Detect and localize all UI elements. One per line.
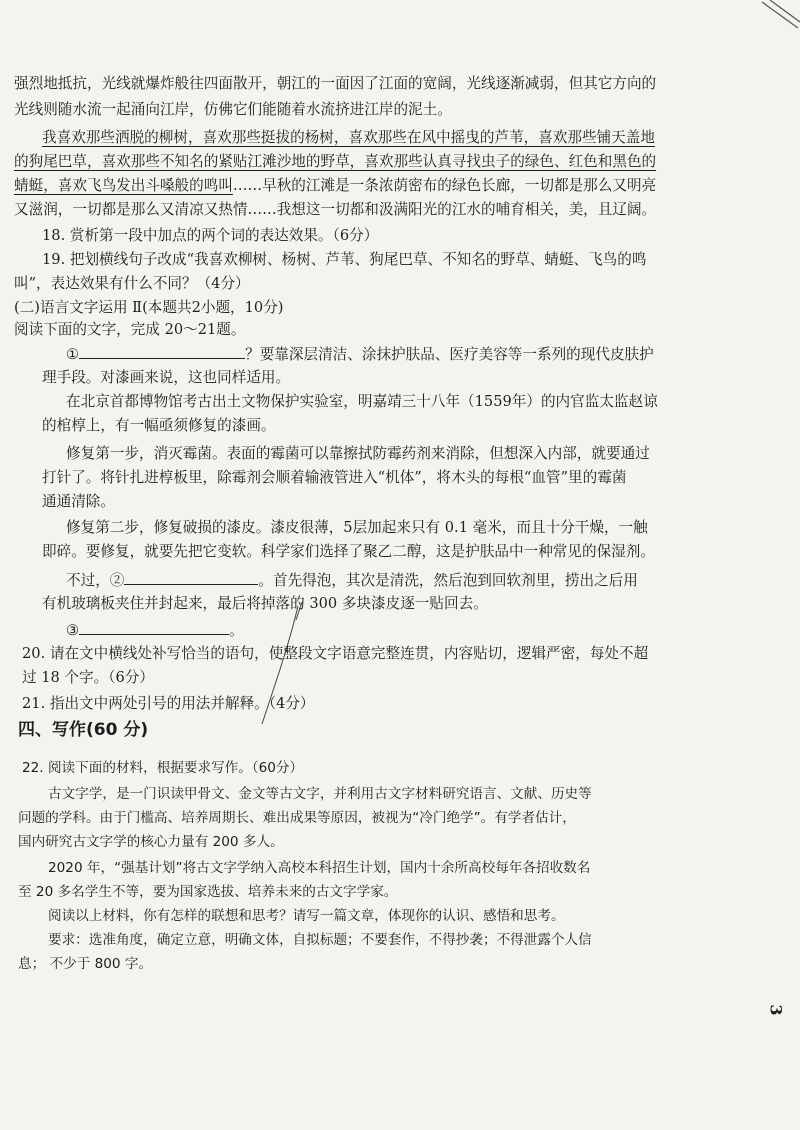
- section2-line6: 打针了。将针扎进椁板里，除霉剂会顺着输液管进入“机体”，将木头的每根“血管”里的霉菌: [42, 469, 627, 486]
- section2-line7: 通通清除。: [42, 493, 115, 510]
- section2-line9: 即碎。要修复，就要先把它变软。科学家们选择了聚乙二醇，这是护肤品中一种常见的保湿剂。: [42, 543, 655, 560]
- question-20-line2: 过 18 个字。（6分）: [22, 669, 154, 686]
- page-number: 3: [766, 1004, 786, 1016]
- passage-p1-line2: 光线则随水流一起涌向江岸，仿佛它们能随着水流挤进江岸的泥土。: [14, 101, 452, 118]
- blank-2[interactable]: [124, 570, 258, 585]
- passage-p2-line4: 又滋润，一切都是那么又清凉又热情……我想这一切都和汲满阳光的江水的哺育相关，美，且辽阔。: [14, 201, 657, 218]
- question-18: 18. 赏析第一段中加点的两个词的表达效果。（6分）: [42, 227, 379, 244]
- blank-3-number: ③: [66, 622, 80, 639]
- scan-corner-mark: [760, 0, 800, 30]
- question-20-line1: 20. 请在文中横线处补写恰当的语句，使整段文字语意完整连贯，内容贴切，逻辑严密，每处不超: [22, 645, 649, 662]
- blank-1[interactable]: [79, 344, 245, 359]
- blank-3[interactable]: [79, 620, 229, 635]
- requirements-line1: 要求：选准角度，确定立意，明确文体，自拟标题；不要套作，不得抄袭；不得泄露个人信: [48, 932, 592, 948]
- section2-line1-rest: ？要靠深层清洁、涂抹护肤品、医疗美容等一系列的现代皮肤护: [245, 346, 654, 363]
- material-3: 阅读以上材料，你有怎样的联想和思考？请写一篇文章，体现你的认识、感悟和思考。: [48, 908, 565, 924]
- question-19-line2: 叫”，表达效果有什么不同？（4分）: [14, 275, 250, 292]
- section2-line2: 理手段。对漆画来说，这也同样适用。: [42, 369, 291, 386]
- question-19-line1: 19. 把划横线句子改成“我喜欢柳树、杨树、芦苇、狗尾巴草、不知名的野草、蜻蜓、飞鸟的鸣: [42, 251, 647, 268]
- section2-line4: 的棺椁上，有一幅亟须修复的漆画。: [42, 417, 276, 434]
- passage-p2-line3: [14, 176, 656, 196]
- section2-line10: [66, 570, 638, 591]
- section2-line1: [66, 344, 654, 365]
- section2-line5: 修复第一步，消灭霉菌。表面的霉菌可以靠擦拭防霉药剂来消除，但想深入内部，就要通过: [66, 445, 650, 462]
- material-1-line1: 古文字学，是一门识读甲骨文、金文等古文字，并利用古文字材料研究语言、文献、历史等: [48, 786, 592, 802]
- passage-p2-line1: 我喜欢那些洒脱的柳树，喜欢那些挺拔的杨树，喜欢那些在风中摇曳的芦苇，喜欢那些铺天盖地: [42, 129, 655, 146]
- section2-line12: [66, 620, 244, 641]
- section2-line8: 修复第二步，修复破损的漆皮。漆皮很薄，5层加起来只有 0.1 毫米，而且十分干燥，一触: [66, 519, 648, 536]
- blank-2-prefix: 不过，②: [66, 572, 125, 589]
- passage-p2-line2: 的狗尾巴草，喜欢那些不知名的紧贴江滩沙地的野草，喜欢那些认真寻找虫子的绿色、红色和黑色的: [14, 153, 657, 170]
- material-1-line3: 国内研究古文字学的核心力量有 200 多人。: [18, 834, 284, 850]
- passage-p1-line1: 强烈地抵抗，光线就爆炸般往四面散开，朝江的一面因了江面的宽阔，光线逐渐减弱，但其它方向的: [14, 75, 657, 92]
- section2-instruction: 阅读下面的文字，完成 20～21题。: [14, 321, 246, 338]
- blank-3-end: 。: [229, 622, 244, 639]
- requirements-line2: 息； 不少于 800 字。: [18, 956, 153, 972]
- passage-p2-line3-rest: ……早秋的江滩是一条浓荫密布的绿色长廊，一切都是那么又明亮: [232, 177, 657, 194]
- material-2-line2: 至 20 多名学生不等，要为国家选拔、培养未来的古文字学家。: [18, 884, 398, 900]
- blank-1-number: ①: [66, 346, 80, 363]
- section2-line10-rest: 。首先得泡，其次是清洗，然后泡到回软剂里，捞出之后用: [258, 572, 638, 589]
- section2-line11: 有机玻璃板夹住并封起来，最后将掉落的 300 多块漆皮逐一贴回去。: [42, 595, 488, 612]
- question-21: 21. 指出文中两处引号的用法并解释。（4分）: [22, 695, 315, 712]
- section2-title: (二)语言文字运用 Ⅱ(本题共2小题，10分): [14, 299, 284, 316]
- underlined-sentence-end: 蜻蜓，喜欢飞鸟发出斗嗓般的鸣叫: [14, 177, 233, 194]
- material-2-line1: 2020 年，“强基计划”将古文字学纳入高校本科招生计划，国内十余所高校每年各招收数名: [48, 860, 591, 876]
- material-1-line2: 问题的学科。由于门槛高、培养周期长、难出成果等原因，被视为“冷门绝学”。有学者估计，: [18, 810, 576, 826]
- question-22: 22. 阅读下面的材料，根据要求写作。（60分）: [22, 760, 304, 776]
- section4-title: 四、写作(60 分): [18, 720, 149, 740]
- section2-line3: 在北京首都博物馆考古出土文物保护实验室，明嘉靖三十八年（1559年）的内官监太监赵谅: [66, 393, 658, 410]
